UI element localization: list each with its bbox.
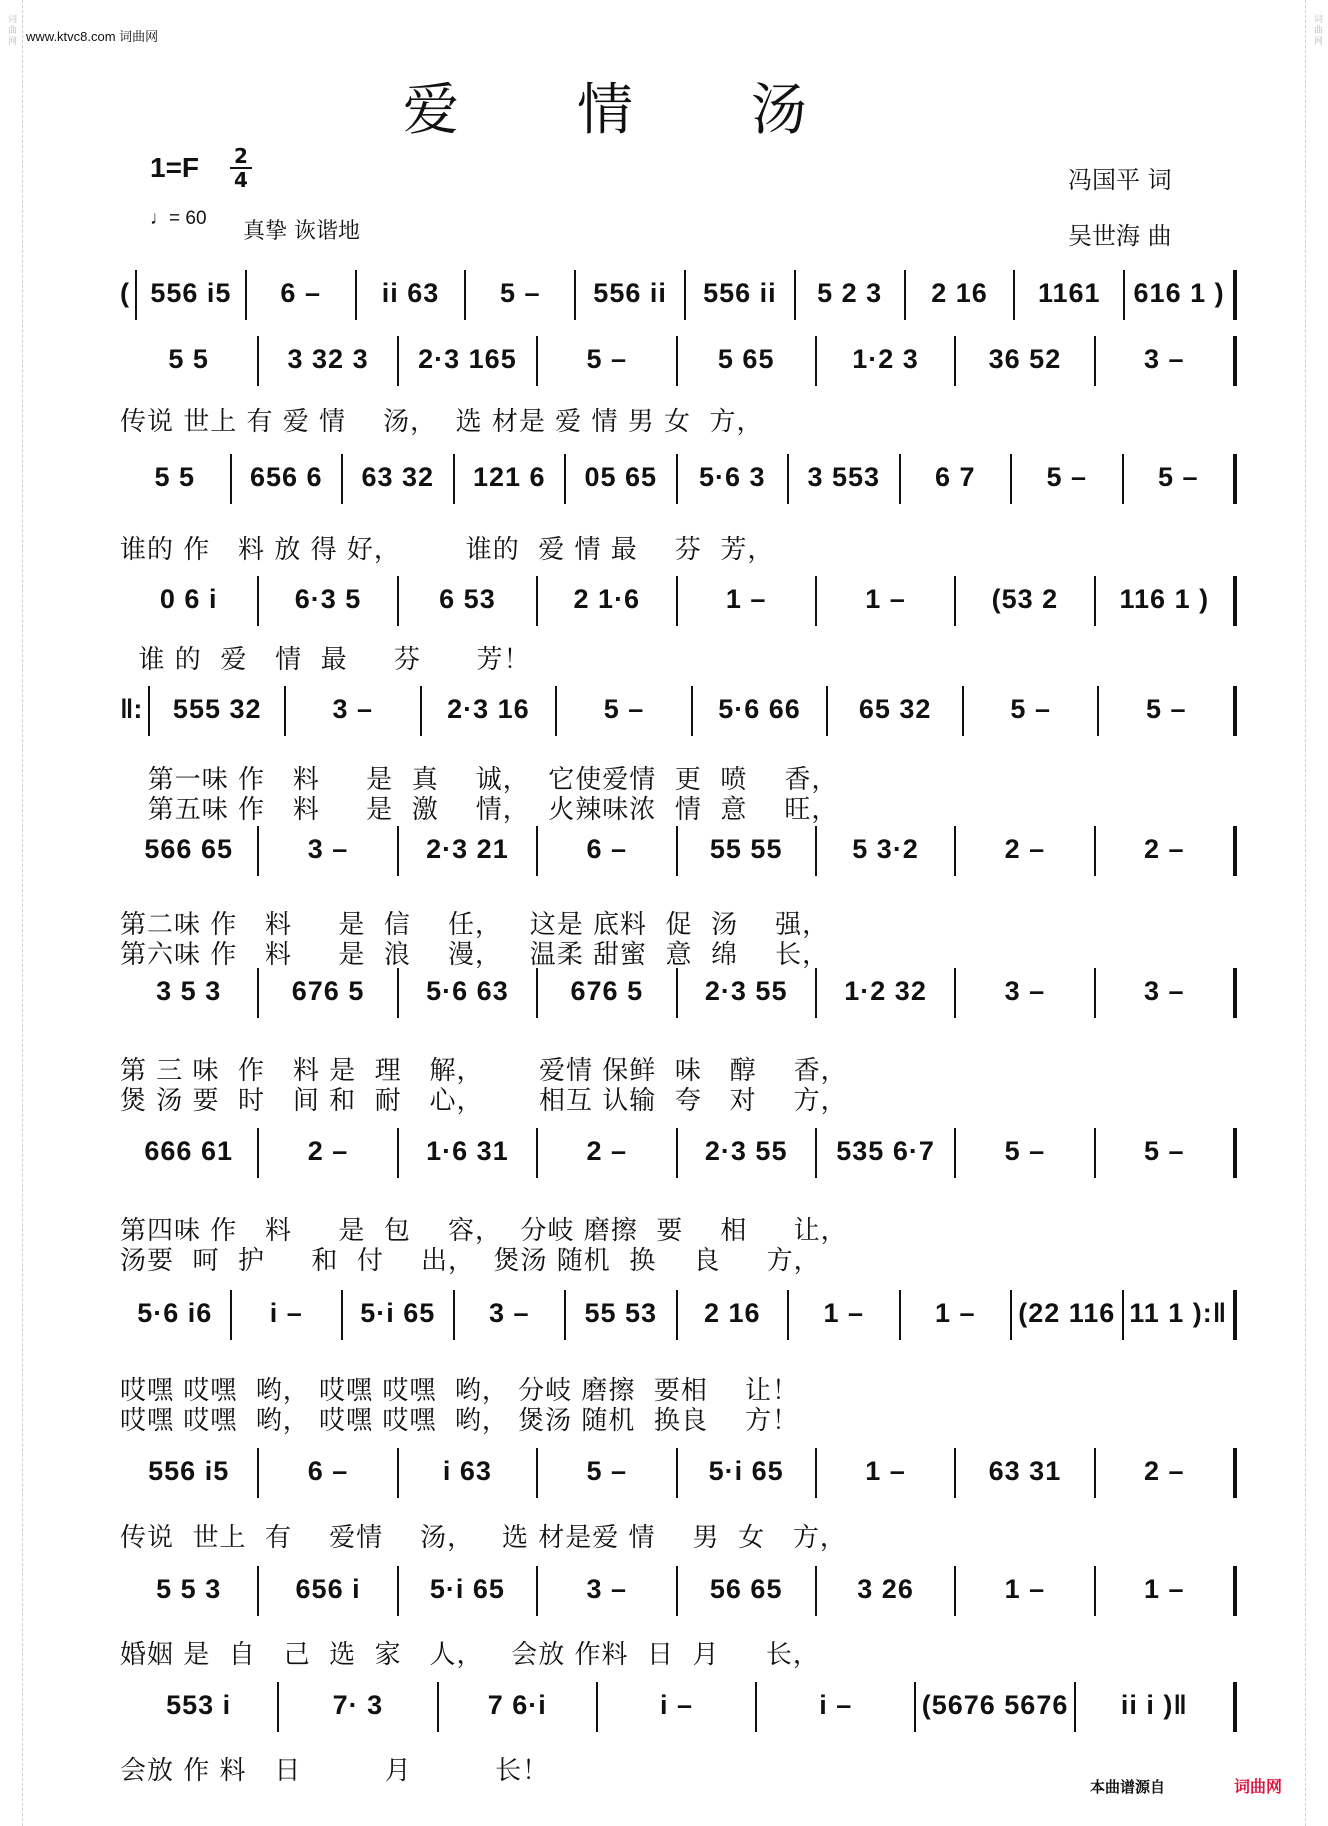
measure-row [120, 1566, 1237, 1622]
measure: 7 6·i [487, 1690, 547, 1720]
measure: 1·2 3 [852, 344, 919, 374]
measure: 2 16 [703, 1298, 761, 1328]
lyricist-credit: 冯国平 词 [1068, 166, 1172, 194]
measure-row [120, 1682, 1237, 1738]
measure: 5 – [1004, 1136, 1046, 1166]
measure: 5 5 [154, 462, 196, 492]
measure-row [120, 1290, 1237, 1346]
measure: 5·6 63 [426, 976, 509, 1006]
measure: 116 1 ) [1119, 584, 1210, 614]
lyric-line: 会放 作 料 日 月 长！ [120, 1756, 550, 1786]
time-signature [230, 146, 252, 190]
measure: (5676 5676 [921, 1690, 1069, 1720]
measure: 5 – [586, 344, 628, 374]
measure: 553 i [166, 1690, 232, 1720]
measure: i – [659, 1690, 693, 1720]
measure: 3 – [307, 834, 349, 864]
right-watermark-strip: 词曲网 [1305, 0, 1328, 1826]
measure-row [120, 1128, 1237, 1184]
barline [1233, 270, 1237, 320]
measure: 5 – [1157, 462, 1199, 492]
measure: (53 2 [991, 584, 1059, 614]
measure: 3 – [1144, 976, 1185, 1006]
measure: 2·3 165 [418, 344, 517, 374]
measure: 55 55 [709, 834, 783, 864]
measure: 65 32 [858, 694, 932, 724]
measure: 3 – [332, 694, 374, 724]
measure: 5 – [586, 1456, 628, 1486]
measure: 36 52 [988, 344, 1062, 374]
measure: 2·3 55 [704, 1136, 788, 1166]
measure: 676 5 [570, 976, 644, 1006]
measure: 3 – [488, 1298, 530, 1328]
measure: 1 – [865, 584, 906, 614]
measure: 5 – [1046, 462, 1088, 492]
measure: 5 – [603, 694, 645, 724]
measure-row [120, 968, 1237, 1024]
measure: 6 7 [934, 462, 976, 492]
measure: 1 – [1144, 1574, 1185, 1604]
measure: 2·3 16 [447, 694, 530, 724]
lyric-line: 第二味 作 料 是 信 任， 这是 底料 促 汤 强， [120, 910, 830, 940]
lyric-line: 谁的 作 料 放 得 好， 谁的 爱 情 最 芬 芳， [120, 535, 775, 565]
lyric-line: 第六味 作 料 是 浪 漫， 温柔 甜蜜 意 绵 长， [120, 940, 830, 970]
measure-row [120, 686, 1237, 742]
measure: 6 – [307, 1456, 349, 1486]
measure-row [120, 270, 1237, 326]
barline [1233, 1290, 1237, 1340]
measure: 2 – [1004, 834, 1046, 864]
measure: 2·3 21 [426, 834, 509, 864]
barline [1233, 826, 1237, 876]
measure: i – [819, 1690, 853, 1720]
measure: 3 553 [807, 462, 881, 492]
measure: 666 61 [144, 1136, 233, 1166]
lyric-line: 传说 世上 有 爱情 汤， 选 材是爱 情 男 女 方， [120, 1523, 847, 1553]
lyric-line: 第一味 作 料 是 真 诚， 它使爱情 更 喷 香， [120, 765, 839, 795]
measure: 556 ii [593, 278, 667, 308]
measure: 05 65 [584, 462, 658, 492]
measure-row [120, 336, 1237, 392]
measure: 1·6 31 [426, 1136, 509, 1166]
time-signature-top: 2 [234, 144, 248, 168]
measure: ii 63 [381, 278, 440, 308]
measure: 2 16 [931, 278, 988, 308]
measure: 2 – [1144, 834, 1185, 864]
lyric-line: 谁 的 爱 情 最 芬 芳！ [120, 645, 531, 675]
measure: 56 65 [709, 1574, 783, 1604]
barline [1233, 1128, 1237, 1178]
measure: 5·6 i6 [137, 1298, 213, 1328]
measure: 6 – [280, 278, 321, 308]
measure: 121 6 [472, 462, 546, 492]
measure: 656 6 [249, 462, 323, 492]
measure: i – [269, 1298, 303, 1328]
measure: 11 1 ):‖ [1129, 1298, 1228, 1328]
measure: 2·3 55 [704, 976, 788, 1006]
measure: 3 32 3 [287, 344, 369, 374]
measure: 3 5 3 [156, 976, 222, 1006]
measure: 6 – [586, 834, 628, 864]
measure-row [120, 576, 1237, 632]
lyric-line: 第 三 味 作 料 是 理 解， 爱情 保鲜 味 醇 香， [120, 1056, 848, 1086]
measure: 63 32 [361, 462, 435, 492]
measure: 55 53 [584, 1298, 658, 1328]
barline [1233, 336, 1237, 386]
measure: 1·2 32 [844, 976, 927, 1006]
measure: 656 i [295, 1574, 361, 1604]
measure: 2 – [1144, 1456, 1185, 1486]
measure: 1 – [725, 584, 767, 614]
measure: 3 – [586, 1574, 628, 1604]
measure: 1 – [823, 1298, 865, 1328]
barline [1233, 576, 1237, 626]
measure: 7· 3 [332, 1690, 384, 1720]
measure: 556 i5 [150, 278, 232, 308]
measure: 535 6·7 [836, 1136, 935, 1166]
barline [1233, 1566, 1237, 1616]
barline [1233, 1682, 1237, 1732]
measure: 3 – [1144, 344, 1185, 374]
tempo-marking: ♩= 60 [150, 208, 207, 229]
measure: i 63 [442, 1456, 492, 1486]
measure: 2 1·6 [573, 584, 641, 614]
measure: 5 – [1146, 694, 1187, 724]
measure: 5 – [1010, 694, 1051, 724]
measure: 556 ii [703, 278, 777, 308]
time-signature-bottom: 4 [234, 168, 248, 192]
song-title: 爱情汤 [403, 78, 925, 143]
measure: 616 1 ) [1133, 278, 1225, 308]
measure: 0 6 i [159, 584, 218, 614]
left-watermark-strip: 词曲网 [0, 0, 23, 1826]
measure: 5·6 66 [718, 694, 801, 724]
measure: 2 – [307, 1136, 349, 1166]
measure: 555 32 [172, 694, 262, 724]
lyric-line: 传说 世上 有 爱 情 汤， 选 材是 爱 情 男 女 方， [120, 407, 764, 437]
lyric-line: 哎嘿 哎嘿 哟， 哎嘿 哎嘿 哟， 煲汤 随机 换良 方！ [120, 1406, 799, 1436]
repeat-sign: ‖: [120, 694, 143, 724]
lyric-line: 汤要 呵 护 和 付 出， 煲汤 随机 换 良 方， [120, 1246, 821, 1276]
expression-marking: 真挚 诙谐地 [243, 219, 360, 244]
measure: 2 – [586, 1136, 628, 1166]
measure: ii i )‖ [1120, 1690, 1188, 1720]
measure: 5·i 65 [429, 1574, 505, 1604]
measure: 5 5 3 [156, 1574, 222, 1604]
measure: 5·6 3 [698, 462, 766, 492]
measure: 5 65 [717, 344, 775, 374]
composer-credit: 吴世海 曲 [1068, 222, 1172, 250]
measure: 5·i 65 [708, 1456, 784, 1486]
barline [1233, 1448, 1237, 1498]
lyric-line: 第四味 作 料 是 包 容， 分岐 磨擦 要 相 让， [120, 1216, 848, 1246]
lyric-line: 第五味 作 料 是 激 情， 火辣味浓 情 意 旺， [120, 795, 839, 825]
measure: 1 – [1004, 1574, 1046, 1604]
measure: 1 – [934, 1298, 976, 1328]
measure: 3 – [1004, 976, 1046, 1006]
barline [1233, 686, 1237, 736]
measure: 1 – [865, 1456, 906, 1486]
measure: 5 – [500, 278, 541, 308]
barline [1233, 454, 1237, 504]
measure: (22 116 [1018, 1298, 1116, 1328]
measure: 1161 [1037, 278, 1101, 308]
measure: 5 – [1144, 1136, 1185, 1166]
source-note: 本曲谱源自 [1090, 1779, 1166, 1796]
measure: 5·i 65 [360, 1298, 436, 1328]
measure: 5 3·2 [852, 834, 919, 864]
measure: 6·3 5 [294, 584, 362, 614]
lyric-line: 哎嘿 哎嘿 哟， 哎嘿 哎嘿 哟， 分岐 磨擦 要相 让！ [120, 1376, 799, 1406]
measure: 6 53 [439, 584, 496, 614]
measure-row [120, 1448, 1237, 1504]
key-signature: 1=F [150, 152, 200, 183]
measure: 5 5 [168, 344, 209, 374]
measure: 63 31 [988, 1456, 1062, 1486]
measure: 5 2 3 [817, 278, 883, 308]
measure: 3 26 [857, 1574, 914, 1604]
measure: 556 i5 [148, 1456, 230, 1486]
lyric-line: 婚姻 是 自 己 选 家 人， 会放 作料 日 月 长， [120, 1640, 820, 1670]
barline [1233, 968, 1237, 1018]
brand-logo: 词曲网 [1234, 1777, 1283, 1796]
measure-row [120, 826, 1237, 882]
lyric-line: 煲 汤 要 时 间 和 耐 心， 相互 认输 夸 对 方， [120, 1086, 848, 1116]
measure-row [120, 454, 1237, 510]
measure: 566 65 [144, 834, 233, 864]
site-url: www.ktvc8.com 词曲网 [26, 29, 159, 44]
measure: 676 5 [291, 976, 365, 1006]
repeat-sign: ( [120, 278, 129, 308]
